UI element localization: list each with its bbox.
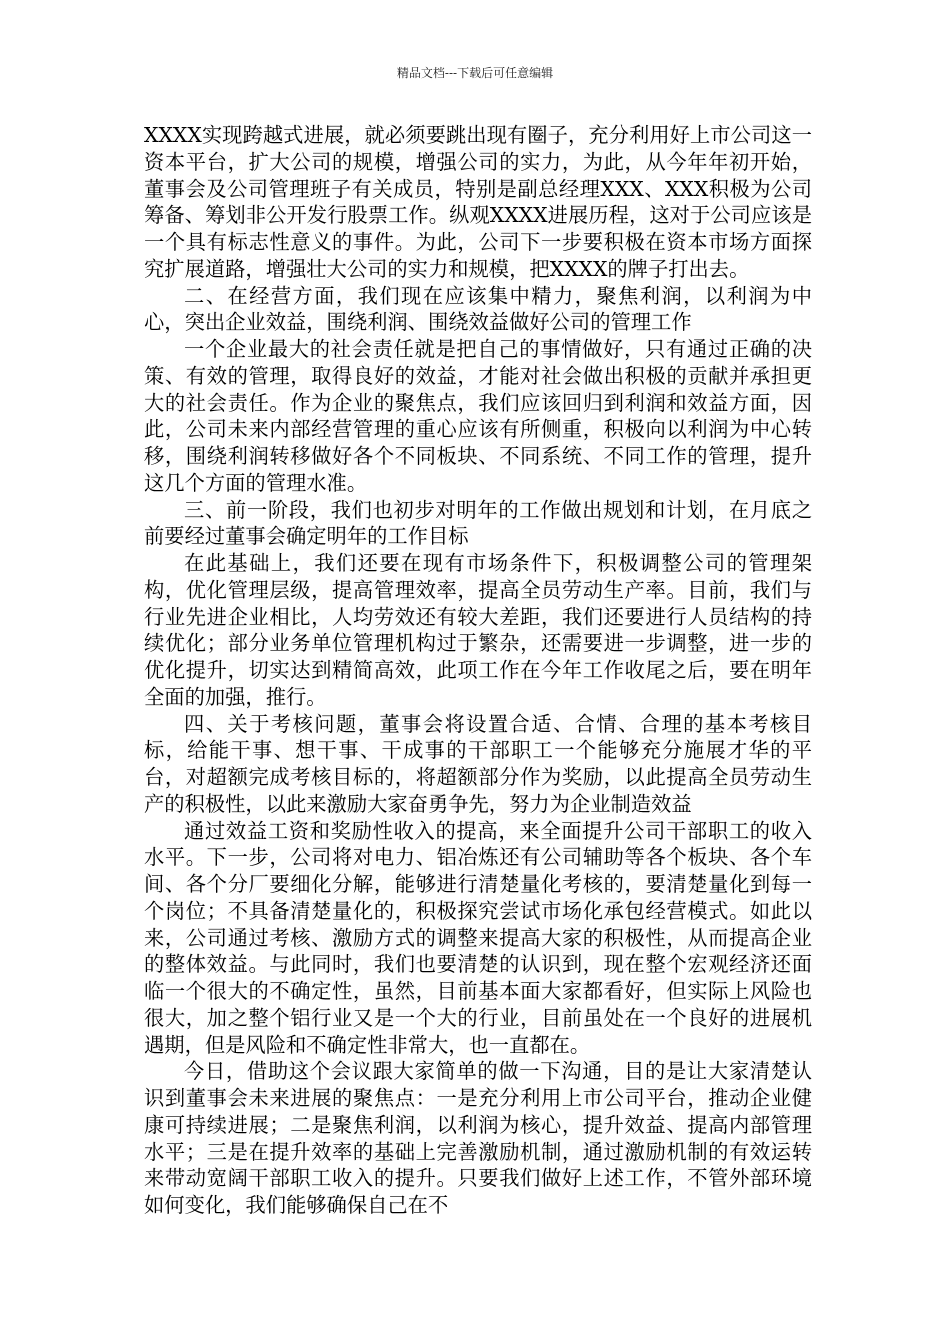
paragraph-8: 今日，借助这个会议跟大家简单的做一下沟通，目的是让大家清楚认识到董事会未来进展的聚焦点：一是充分利用上市公司平台，推动企业健康可持续进展；二是聚焦利润，以利润为核心，提升效益、提高内部管理水平；三是在提升效率的基础上完善激励机制，通过激励机制的有效运转来带动宽阔干部职工收入的提升。只要我们做好上述工作，不管外部环境如何变化，我们能够确保自己在不 bbox=[144, 1059, 812, 1217]
paragraph-2-heading: 二、在经营方面，我们现在应该集中精力，聚焦利润，以利润为中心，突出企业效益，围绕利润、围绕效益做好公司的管理工作 bbox=[144, 283, 812, 335]
document-body bbox=[144, 122, 812, 1219]
paragraph-6-heading: 四、关于考核问题，董事会将设置合适、合情、合理的基本考核目标，给能干事、想干事、干成事的干部职工一个能够充分施展才华的平台，对超额完成考核目标的，将超额部分作为奖励，以此提高全员劳动生产的积极性，以此来激励大家奋勇争先，努力为企业制造效益 bbox=[144, 711, 812, 816]
paragraph-1: XXXX实现跨越式进展，就必须要跳出现有圈子，充分利用好上市公司这一资本平台，扩大公司的规模，增强公司的实力，为此，从今年年初开始，董事会及公司管理班子有关成员，特别是副总经理XXX、XXX积极为公司筹备、筹划非公开发行股票工作。纵观XXXX进展历程，这对于公司应该是一个具有标志性意义的事件。为此，公司下一步要积极在资本市场方面探究扩展道路，增强壮大公司的实力和规模，把XXXX的牌子打出去。 bbox=[144, 123, 812, 281]
paragraph-4-heading: 三、前一阶段，我们也初步对明年的工作做出规划和计划，在月底之前要经过董事会确定明年的工作目标 bbox=[144, 497, 812, 549]
paragraph-3: 一个企业最大的社会责任就是把自己的事情做好，只有通过正确的决策、有效的管理，取得良好的效益，才能对社会做出积极的贡献并承担更大的社会责任。作为企业的聚焦点，我们应该回归到利润和效益方面，因此，公司未来内部经营管理的重心应该有所侧重，积极向以利润为中心转移，围绕利润转移做好各个不同板块、不同系统、不同工作的管理，提升这几个方面的管理水准。 bbox=[144, 337, 812, 495]
paragraph-7: 通过效益工资和奖励性收入的提高，来全面提升公司干部职工的收入水平。下一步，公司将对电力、铝冶炼还有公司辅助等各个板块、各个车间、各个分厂要细化分解，能够进行清楚量化考核的，要清楚量化到每一个岗位；不具备清楚量化的，积极探究尝试市场化承包经营模式。如此以来，公司通过考核、激励方式的调整来提高大家的积极性，从而提高企业的整体效益。与此同时，我们也要清楚的认识到，现在整个宏观经济还面临一个很大的不确定性，虽然，目前基本面大家都看好，但实际上风险也很大，加之整个铝行业又是一个大的行业，目前虽处在一个良好的进展机遇期，但是风险和不确定性非常大，也一直都在。 bbox=[144, 818, 812, 1057]
page-header: 精品文档---下载后可任意编辑 bbox=[396, 66, 554, 80]
paragraph-5: 在此基础上，我们还要在现有市场条件下，积极调整公司的管理架构，优化管理层级，提高管理效率，提高全员劳动生产率。目前，我们与行业先进企业相比，人均劳效还有较大差距，我们还要进行人员结构的持续优化；部分业务单位管理机构过于繁杂，还需要进一步调整，进一步的优化提升，切实达到精简高效，此项工作在今年工作收尾之后，要在明年全面的加强，推行。 bbox=[144, 551, 812, 709]
